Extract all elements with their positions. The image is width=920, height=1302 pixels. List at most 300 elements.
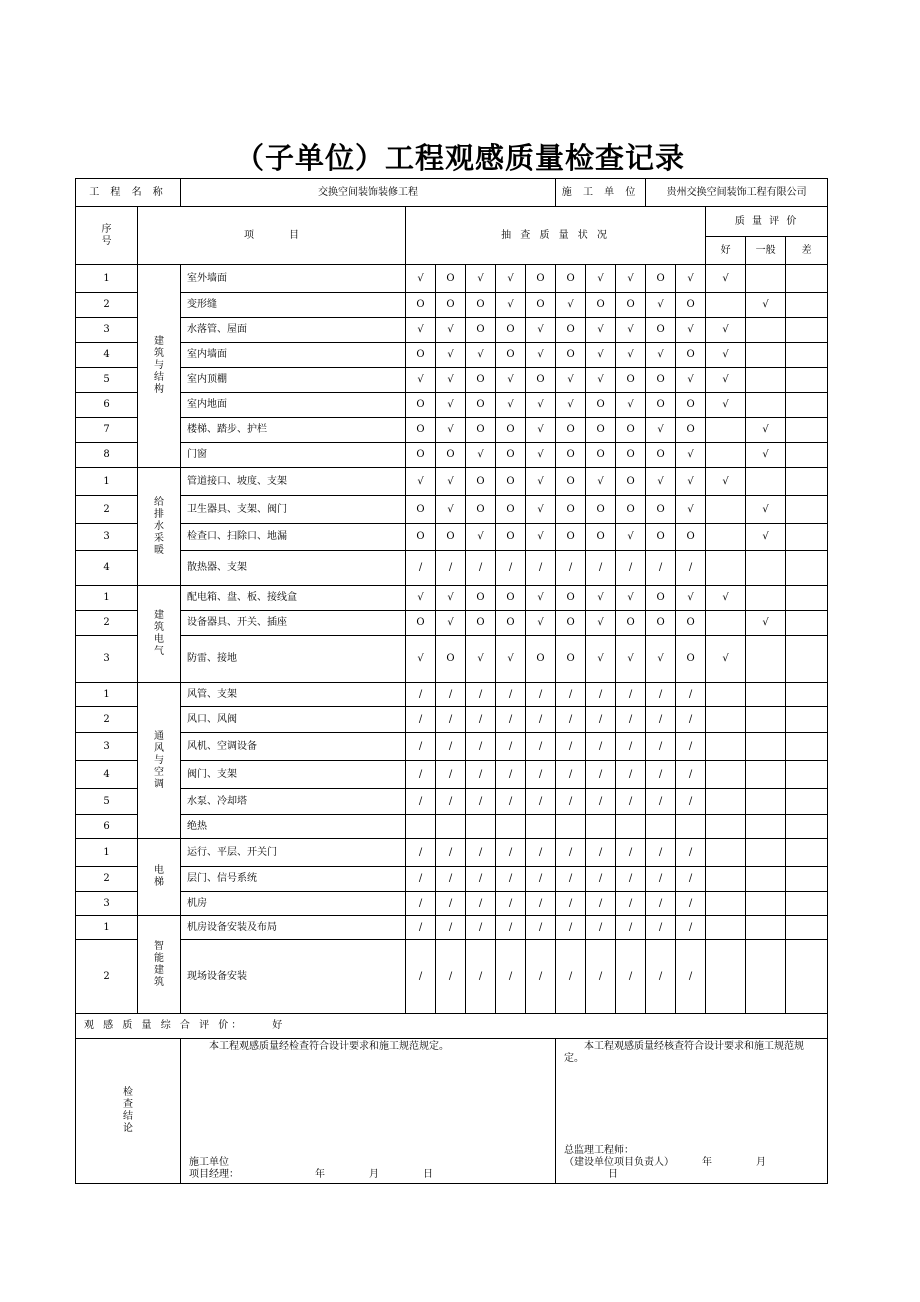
table-row <box>76 418 828 443</box>
check-mark: / <box>526 733 556 761</box>
check-mark: √ <box>676 265 706 293</box>
check-mark: / <box>406 789 436 815</box>
eval-good-mark <box>706 789 746 815</box>
eval-good-mark <box>706 815 746 839</box>
row-number: 1 <box>76 586 138 611</box>
item-name: 卫生器具、支架、阀门 <box>181 496 406 524</box>
category-char: 通 <box>154 730 164 742</box>
eval-good-mark: √ <box>706 468 746 496</box>
check-mark: / <box>676 867 706 892</box>
check-mark: √ <box>526 611 556 636</box>
check-mark: O <box>676 636 706 683</box>
check-mark: / <box>436 839 466 867</box>
check-mark: √ <box>646 293 676 318</box>
eval-good-mark: √ <box>706 586 746 611</box>
eval-bad-mark <box>786 265 828 293</box>
eval-good-mark: √ <box>706 393 746 418</box>
check-mark: √ <box>646 418 676 443</box>
check-mark: O <box>556 636 586 683</box>
check-mark: √ <box>586 265 616 293</box>
category-char: 采 <box>154 532 164 544</box>
table-row <box>76 318 828 343</box>
header-row-project <box>76 179 828 207</box>
check-mark: √ <box>406 586 436 611</box>
check-mark: / <box>556 789 586 815</box>
check-mark: / <box>646 761 676 789</box>
eval-good-mark <box>706 733 746 761</box>
check-mark: √ <box>436 468 466 496</box>
row-number: 7 <box>76 418 138 443</box>
check-mark: √ <box>526 343 556 368</box>
left-conclusion-text: 本工程观感质量经检查符合设计要求和施工规范规定。 <box>209 1041 450 1052</box>
eval-normal-mark: √ <box>746 496 786 524</box>
eval-normal-mark <box>746 586 786 611</box>
check-mark: / <box>496 683 526 707</box>
check-mark: O <box>526 368 556 393</box>
check-mark: / <box>436 940 466 1014</box>
check-mark: O <box>556 611 586 636</box>
eval-good-mark: √ <box>706 343 746 368</box>
item-name: 室外墙面 <box>181 265 406 293</box>
conclusion-label-char: 检 <box>123 1087 133 1098</box>
eval-normal-mark: √ <box>746 293 786 318</box>
eval-normal-mark <box>746 368 786 393</box>
check-mark: √ <box>586 318 616 343</box>
check-mark: O <box>556 468 586 496</box>
check-mark: O <box>616 496 646 524</box>
check-mark: / <box>646 916 676 940</box>
check-mark: / <box>616 867 646 892</box>
eval-good-mark: √ <box>706 318 746 343</box>
check-mark: O <box>466 418 496 443</box>
eval-normal-mark <box>746 636 786 683</box>
check-mark: / <box>646 839 676 867</box>
status-header: 抽 查 质 量 状 况 <box>406 207 706 265</box>
check-mark: / <box>646 683 676 707</box>
check-mark: O <box>646 524 676 551</box>
left-year-label: 年 <box>315 1169 326 1180</box>
eval-bad-mark <box>786 293 828 318</box>
check-mark: √ <box>466 343 496 368</box>
check-mark: √ <box>676 468 706 496</box>
check-mark: O <box>496 586 526 611</box>
row-number: 3 <box>76 318 138 343</box>
category-char: 筑 <box>154 976 164 988</box>
left-day-label: 日 <box>423 1169 434 1180</box>
check-mark: √ <box>526 496 556 524</box>
category-char: 电 <box>154 865 164 876</box>
check-mark <box>646 815 676 839</box>
check-mark: / <box>436 916 466 940</box>
table-row <box>76 265 828 293</box>
row-number: 2 <box>76 496 138 524</box>
category-char: 梯 <box>154 877 164 888</box>
check-mark: / <box>496 551 526 586</box>
eval-bad-mark <box>786 815 828 839</box>
table-row <box>76 524 828 551</box>
row-number: 6 <box>76 815 138 839</box>
check-mark <box>616 815 646 839</box>
check-mark: √ <box>496 368 526 393</box>
eval-bad-mark <box>786 940 828 1014</box>
check-mark: √ <box>406 468 436 496</box>
table-row <box>76 368 828 393</box>
check-mark: / <box>526 683 556 707</box>
check-mark: O <box>646 368 676 393</box>
check-mark: √ <box>556 393 586 418</box>
item-name: 楼梯、踏步、护栏 <box>181 418 406 443</box>
check-mark: √ <box>586 468 616 496</box>
table-row <box>76 733 828 761</box>
check-mark: √ <box>406 318 436 343</box>
check-mark: / <box>556 733 586 761</box>
category-char: 能 <box>154 952 164 964</box>
eval-good-mark <box>706 761 746 789</box>
check-mark: O <box>406 293 436 318</box>
check-mark: O <box>586 293 616 318</box>
check-mark: / <box>496 789 526 815</box>
check-mark: / <box>646 707 676 733</box>
check-mark: √ <box>496 393 526 418</box>
check-mark: √ <box>586 343 616 368</box>
check-mark: / <box>616 892 646 916</box>
item-name: 室内地面 <box>181 393 406 418</box>
check-mark: O <box>616 368 646 393</box>
row-number: 6 <box>76 393 138 418</box>
check-mark: / <box>436 733 466 761</box>
item-header: 项 目 <box>138 207 406 265</box>
check-mark: O <box>436 636 466 683</box>
check-mark: / <box>556 867 586 892</box>
check-mark: O <box>406 418 436 443</box>
item-name: 水泵、冷却塔 <box>181 789 406 815</box>
eval-normal-mark: √ <box>746 524 786 551</box>
check-mark: O <box>496 524 526 551</box>
check-mark: √ <box>676 586 706 611</box>
table-row <box>76 551 828 586</box>
check-mark: / <box>676 892 706 916</box>
check-mark: / <box>676 733 706 761</box>
check-mark: O <box>406 443 436 468</box>
unit-name: 贵州交换空间装饰工程有限公司 <box>646 179 828 207</box>
item-name: 机房 <box>181 892 406 916</box>
check-mark: √ <box>466 636 496 683</box>
table-row <box>76 839 828 867</box>
check-mark: O <box>496 343 526 368</box>
header-row-columns <box>76 207 828 237</box>
project-name: 交换空间装饰装修工程 <box>181 179 556 207</box>
check-mark: / <box>466 683 496 707</box>
check-mark: / <box>616 707 646 733</box>
check-mark: √ <box>526 318 556 343</box>
category-char: 暖 <box>154 544 164 556</box>
eval-good-mark <box>706 707 746 733</box>
check-mark: / <box>496 916 526 940</box>
right-day-label: 日 <box>608 1169 619 1180</box>
table-row <box>76 343 828 368</box>
check-mark: / <box>406 551 436 586</box>
check-mark: / <box>556 892 586 916</box>
check-mark: / <box>616 789 646 815</box>
check-mark: √ <box>526 524 556 551</box>
check-mark: / <box>676 761 706 789</box>
category-cell <box>138 586 181 683</box>
check-mark: / <box>436 707 466 733</box>
check-mark: / <box>676 916 706 940</box>
row-number: 1 <box>76 468 138 496</box>
check-mark: O <box>646 496 676 524</box>
check-mark: √ <box>676 443 706 468</box>
category-char: 空 <box>154 766 164 778</box>
row-number: 1 <box>76 265 138 293</box>
check-mark <box>586 815 616 839</box>
left-month-label: 月 <box>369 1169 380 1180</box>
conclusion-label-char: 论 <box>123 1123 133 1134</box>
check-mark: / <box>616 940 646 1014</box>
check-mark: O <box>616 468 646 496</box>
item-name: 绝热 <box>181 815 406 839</box>
row-number: 1 <box>76 683 138 707</box>
check-mark: O <box>436 443 466 468</box>
item-name: 室内顶棚 <box>181 368 406 393</box>
table-row <box>76 496 828 524</box>
check-mark: √ <box>496 293 526 318</box>
row-number: 2 <box>76 707 138 733</box>
seq-header-2: 号 <box>101 235 112 247</box>
check-mark: √ <box>436 343 466 368</box>
check-mark: O <box>436 293 466 318</box>
row-number: 4 <box>76 551 138 586</box>
check-mark: / <box>586 789 616 815</box>
eval-normal-mark <box>746 707 786 733</box>
eval-normal-mark <box>746 551 786 586</box>
check-mark: √ <box>406 636 436 683</box>
check-mark <box>466 815 496 839</box>
item-name: 检查口、扫除口、地漏 <box>181 524 406 551</box>
category-char: 建 <box>154 610 164 621</box>
check-mark: / <box>586 551 616 586</box>
eval-bad-mark <box>786 707 828 733</box>
summary-cell <box>76 1014 828 1039</box>
check-mark: / <box>526 916 556 940</box>
right-year-label: 年 <box>702 1157 713 1168</box>
table-row <box>76 611 828 636</box>
right-sign-role: （建设单位项目负责人） <box>564 1157 675 1168</box>
check-mark: / <box>466 551 496 586</box>
category-cell <box>138 916 181 1014</box>
table-row <box>76 393 828 418</box>
item-name: 设备器具、开关、插座 <box>181 611 406 636</box>
eval-bad-mark <box>786 733 828 761</box>
eval-normal-mark: √ <box>746 418 786 443</box>
check-mark: √ <box>466 443 496 468</box>
check-mark: √ <box>586 636 616 683</box>
check-mark: O <box>406 393 436 418</box>
eval-good-mark <box>706 551 746 586</box>
item-name: 防雷、接地 <box>181 636 406 683</box>
summary-label: 观 感 质 量 综 合 评 价： <box>84 1020 245 1031</box>
eval-bad-mark <box>786 761 828 789</box>
check-mark: O <box>496 611 526 636</box>
check-mark: √ <box>466 265 496 293</box>
check-mark: √ <box>436 586 466 611</box>
check-mark: / <box>646 551 676 586</box>
check-mark: O <box>616 418 646 443</box>
check-mark: O <box>406 611 436 636</box>
eval-normal-mark: √ <box>746 611 786 636</box>
item-name: 运行、平层、开关门 <box>181 839 406 867</box>
check-mark: / <box>526 867 556 892</box>
item-name: 散热器、支架 <box>181 551 406 586</box>
eval-bad-mark <box>786 318 828 343</box>
category-char: 水 <box>154 520 164 532</box>
check-mark <box>676 815 706 839</box>
check-mark: O <box>526 265 556 293</box>
eval-bad-mark <box>786 393 828 418</box>
category-char: 气 <box>154 646 164 657</box>
check-mark: / <box>586 707 616 733</box>
check-mark: / <box>406 867 436 892</box>
check-mark: √ <box>556 293 586 318</box>
category-char: 建 <box>154 336 164 347</box>
check-mark: / <box>526 761 556 789</box>
check-mark: / <box>586 761 616 789</box>
row-number: 3 <box>76 733 138 761</box>
check-mark: √ <box>616 343 646 368</box>
row-number: 8 <box>76 443 138 468</box>
check-mark: √ <box>616 393 646 418</box>
eval-normal-mark <box>746 867 786 892</box>
check-mark: / <box>466 892 496 916</box>
check-mark: / <box>676 683 706 707</box>
conclusion-label-char: 查 <box>123 1099 133 1110</box>
eval-normal-mark <box>746 940 786 1014</box>
check-mark: / <box>466 707 496 733</box>
right-sign-title: 总监理工程师： <box>564 1145 635 1156</box>
check-mark: / <box>646 789 676 815</box>
check-mark: / <box>586 733 616 761</box>
check-mark: √ <box>526 418 556 443</box>
check-mark: O <box>646 443 676 468</box>
check-mark <box>406 815 436 839</box>
check-mark: / <box>496 733 526 761</box>
left-conclusion <box>181 1039 556 1184</box>
check-mark: / <box>556 916 586 940</box>
check-mark: / <box>466 789 496 815</box>
check-mark: / <box>406 839 436 867</box>
check-mark: √ <box>526 443 556 468</box>
seq-header-1: 序 <box>101 223 112 235</box>
check-mark <box>496 815 526 839</box>
check-mark: O <box>676 524 706 551</box>
table-row <box>76 468 828 496</box>
category-char: 构 <box>154 384 164 395</box>
check-mark: / <box>406 707 436 733</box>
check-mark: O <box>646 611 676 636</box>
check-mark: O <box>646 393 676 418</box>
check-mark: √ <box>436 418 466 443</box>
check-mark: / <box>526 551 556 586</box>
check-mark: √ <box>556 368 586 393</box>
category-char: 电 <box>154 634 164 645</box>
category-char: 结 <box>154 372 164 383</box>
check-mark: O <box>556 524 586 551</box>
check-mark: / <box>496 707 526 733</box>
check-mark: √ <box>646 468 676 496</box>
check-mark <box>436 815 466 839</box>
check-mark: / <box>646 892 676 916</box>
check-mark: √ <box>526 468 556 496</box>
check-mark: O <box>436 265 466 293</box>
check-mark: / <box>676 940 706 1014</box>
check-mark: √ <box>616 524 646 551</box>
category-cell <box>138 468 181 586</box>
table-row <box>76 586 828 611</box>
check-mark: / <box>676 707 706 733</box>
check-mark: O <box>466 293 496 318</box>
check-mark: / <box>676 551 706 586</box>
item-name: 阀门、支架 <box>181 761 406 789</box>
right-signature <box>564 1145 819 1181</box>
eval-normal-mark: √ <box>746 443 786 468</box>
project-label: 工 程 名 称 <box>76 179 181 207</box>
check-mark: √ <box>586 611 616 636</box>
check-mark: / <box>646 940 676 1014</box>
check-mark: O <box>646 586 676 611</box>
eval-good-mark <box>706 683 746 707</box>
check-mark: / <box>436 789 466 815</box>
check-mark: √ <box>436 611 466 636</box>
row-number: 4 <box>76 761 138 789</box>
check-mark <box>556 815 586 839</box>
seq-header <box>76 207 138 265</box>
check-mark: √ <box>496 265 526 293</box>
check-mark: O <box>676 293 706 318</box>
check-mark: O <box>496 418 526 443</box>
check-mark: O <box>556 443 586 468</box>
check-mark: O <box>466 586 496 611</box>
eval-good-mark <box>706 611 746 636</box>
category-char: 筑 <box>154 348 164 359</box>
right-sign-date-line <box>564 1157 819 1181</box>
eval-good-mark: √ <box>706 636 746 683</box>
check-mark: / <box>586 916 616 940</box>
eval-bad-mark <box>786 443 828 468</box>
check-mark: / <box>556 683 586 707</box>
right-conclusion <box>556 1039 828 1184</box>
check-mark: / <box>586 683 616 707</box>
table-row <box>76 636 828 683</box>
eval-normal-mark <box>746 683 786 707</box>
left-sign-date-line <box>189 1169 547 1181</box>
check-mark: O <box>466 496 496 524</box>
check-mark: / <box>526 940 556 1014</box>
eval-normal-mark <box>746 468 786 496</box>
check-mark: √ <box>466 524 496 551</box>
check-mark: O <box>586 496 616 524</box>
check-mark: O <box>616 443 646 468</box>
right-conclusion-text: 本工程观感质量经核查符合设计要求和施工规范规定。 <box>564 1041 805 1064</box>
row-number: 3 <box>76 524 138 551</box>
category-char: 筑 <box>154 622 164 633</box>
check-mark: O <box>646 318 676 343</box>
check-mark: O <box>466 611 496 636</box>
check-mark: √ <box>676 318 706 343</box>
check-mark: O <box>406 343 436 368</box>
row-number: 3 <box>76 892 138 916</box>
row-number: 4 <box>76 343 138 368</box>
eval-normal-mark <box>746 892 786 916</box>
